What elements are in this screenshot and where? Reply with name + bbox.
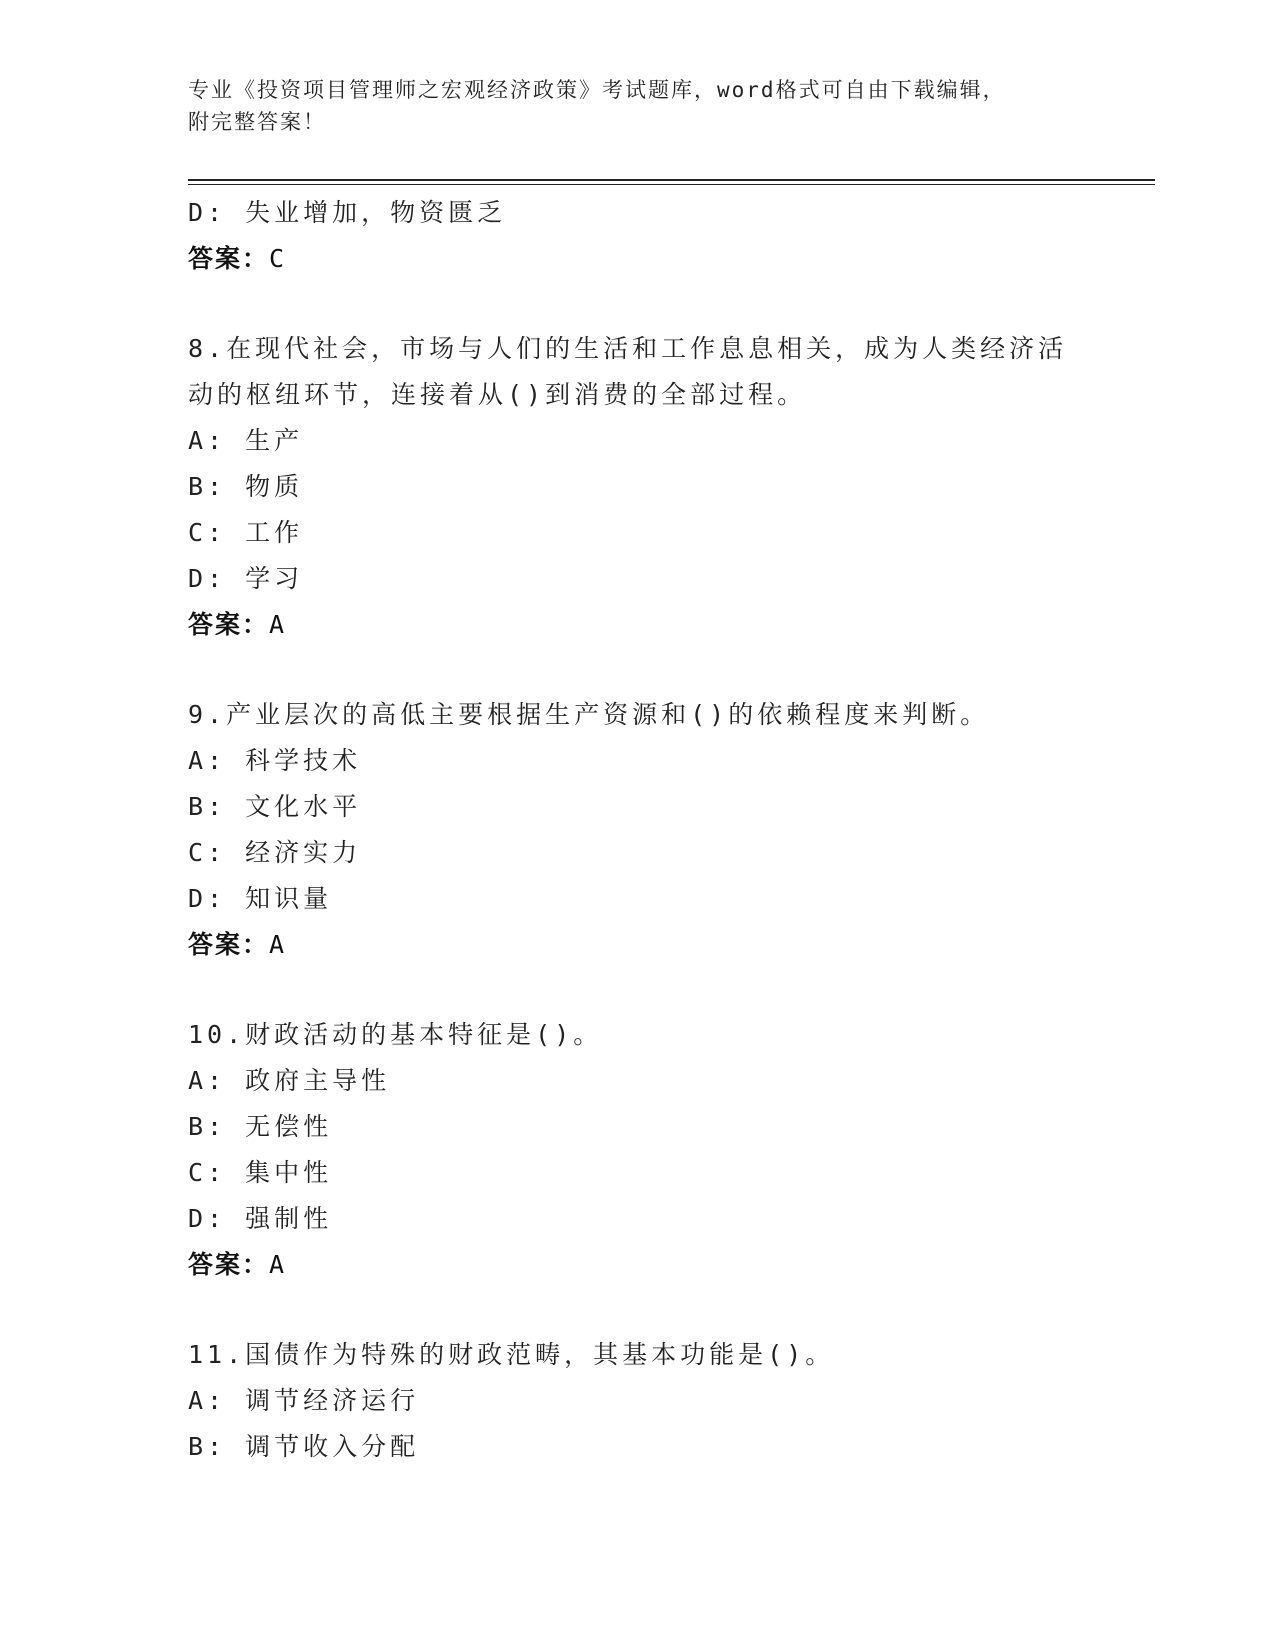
- option-b: B: 物质: [188, 472, 304, 501]
- answer-value: A: [269, 1250, 287, 1279]
- answer-label: 答案：: [188, 244, 270, 273]
- answer-value: A: [269, 610, 287, 639]
- question-stem: 9.产业层次的高低主要根据生产资源和()的依赖程度来判断。: [188, 700, 990, 729]
- question-stem-cont: 动的枢纽环节，连接着从()到消费的全部过程。: [188, 380, 807, 409]
- header-line-1: 专业《投资项目管理师之宏观经济政策》考试题库，word格式可自由下载编辑，: [188, 78, 1006, 102]
- answer-line: [188, 1242, 1108, 1288]
- option-a: A: 科学技术: [188, 746, 362, 775]
- option-b: B: 文化水平: [188, 792, 362, 821]
- option-a: A: 政府主导性: [188, 1066, 391, 1095]
- option-c: C: 经济实力: [188, 838, 362, 867]
- question-8: [188, 326, 1108, 648]
- option-a: A: 调节经济运行: [188, 1386, 420, 1415]
- answer-label: 答案：: [188, 930, 270, 959]
- header-divider-thick: [188, 179, 1155, 181]
- option-d: D: 失业增加，物资匮乏: [188, 198, 507, 227]
- option-d: D: 强制性: [188, 1204, 333, 1233]
- option-a: A: 生产: [188, 426, 304, 455]
- answer-line: [188, 602, 1108, 648]
- option-d: D: 知识量: [188, 884, 333, 913]
- header-divider-thin: [188, 184, 1155, 185]
- answer-label: 答案：: [188, 610, 270, 639]
- answer-line: [188, 922, 1108, 968]
- question-11: [188, 1332, 1108, 1470]
- question-stem: 8.在现代社会，市场与人们的生活和工作息息相关，成为人类经济活: [188, 334, 1068, 363]
- option-c: C: 集中性: [188, 1158, 333, 1187]
- answer-label: 答案：: [188, 1250, 270, 1279]
- option-d: D: 学习: [188, 564, 304, 593]
- answer-line: [188, 236, 1108, 282]
- question-9: [188, 692, 1108, 968]
- document-body: [188, 190, 1108, 1470]
- header-line-2: 附完整答案！: [188, 110, 326, 134]
- question-stem: 10.财政活动的基本特征是()。: [188, 1020, 603, 1049]
- option-b: B: 无偿性: [188, 1112, 333, 1141]
- document-header: [188, 74, 1088, 138]
- question-10: [188, 1012, 1108, 1288]
- question-stem: 11.国债作为特殊的财政范畴，其基本功能是()。: [188, 1340, 835, 1369]
- answer-value: C: [269, 244, 287, 273]
- answer-value: A: [269, 930, 287, 959]
- option-c: C: 工作: [188, 518, 304, 547]
- option-b: B: 调节收入分配: [188, 1432, 420, 1461]
